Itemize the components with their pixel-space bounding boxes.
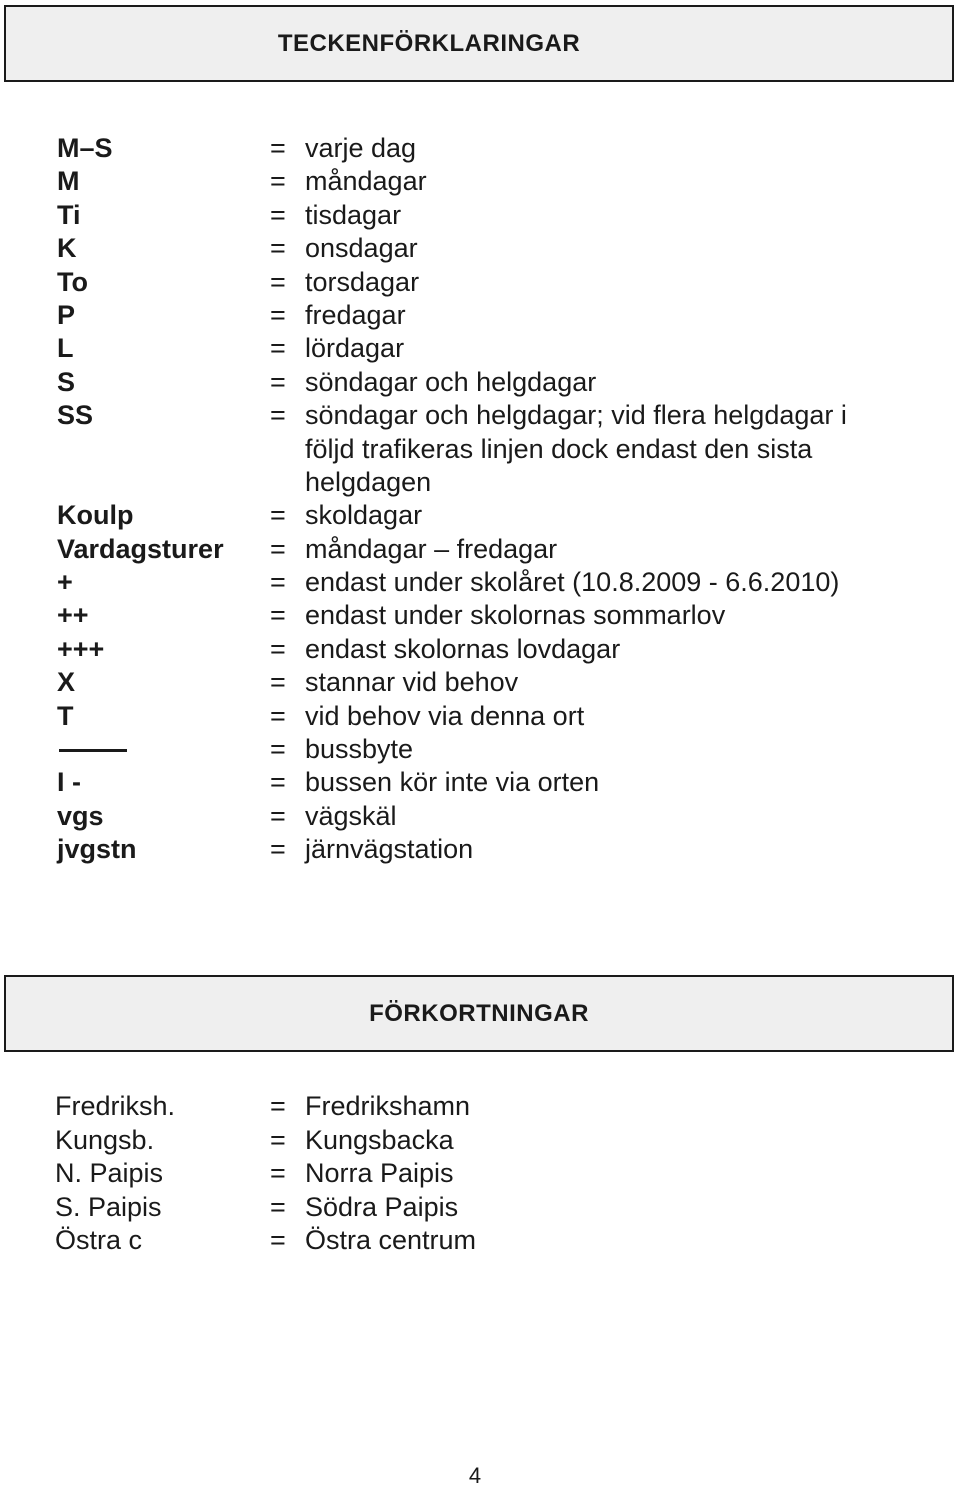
equals-sign: = xyxy=(270,1091,286,1121)
abbreviations-title: FÖRKORTNINGAR xyxy=(369,999,589,1027)
legend-row xyxy=(0,666,960,699)
equals-sign: = xyxy=(270,767,286,798)
equals-sign: = xyxy=(270,600,286,631)
row-value: Södra Paipis xyxy=(305,1191,459,1222)
row-key: N. Paipis xyxy=(55,1158,164,1188)
legend-row xyxy=(0,700,960,733)
row-value: skoldagar xyxy=(305,500,423,531)
row-key: K xyxy=(57,233,77,264)
legend-row xyxy=(0,199,960,232)
legend-row xyxy=(0,165,960,198)
row-value: vid behov via denna ort xyxy=(305,700,585,731)
row-value: endast under skolornas sommarlov xyxy=(305,600,726,631)
legend-row xyxy=(0,766,960,799)
row-key: ++ xyxy=(57,600,89,631)
row-key: M xyxy=(57,166,80,197)
row-value: söndagar och helgdagar xyxy=(305,366,597,397)
row-value: torsdagar xyxy=(305,266,420,297)
legend-row xyxy=(0,399,960,432)
row-key: Fredriksh. xyxy=(55,1091,176,1121)
equals-sign: = xyxy=(270,299,286,330)
legend-row xyxy=(0,266,960,299)
legend-row xyxy=(0,466,960,499)
legend-row xyxy=(0,332,960,365)
equals-sign: = xyxy=(270,633,286,664)
equals-sign: = xyxy=(270,734,286,765)
row-value: endast under skolåret (10.8.2009 - 6.6.2010) xyxy=(305,567,840,598)
row-value: Norra Paipis xyxy=(305,1158,454,1188)
legend-row xyxy=(0,566,960,599)
row-value: onsdagar xyxy=(305,233,418,264)
row-value: Fredrikshamn xyxy=(305,1091,471,1121)
row-value: varje dag xyxy=(305,133,417,163)
abbreviations-list xyxy=(0,1090,960,1258)
legend-row xyxy=(0,132,960,165)
row-value: följd trafikeras linjen dock endast den sista xyxy=(305,433,813,464)
row-key: Vardagsturer xyxy=(57,533,224,564)
row-value: vägskäl xyxy=(305,800,397,831)
row-value: måndagar xyxy=(305,166,427,197)
legend-row xyxy=(0,599,960,632)
equals-sign: = xyxy=(270,166,286,197)
row-value: söndagar och helgdagar; vid flera helgdagar i xyxy=(305,400,847,431)
legend-row xyxy=(0,533,960,566)
equals-sign: = xyxy=(270,567,286,598)
legend-row xyxy=(0,733,960,766)
equals-sign: = xyxy=(270,533,286,564)
row-value: bussen kör inte via orten xyxy=(305,767,600,798)
row-key: Ti xyxy=(57,199,81,230)
row-value: bussbyte xyxy=(305,734,414,765)
row-key: X xyxy=(57,667,76,698)
legend-row xyxy=(0,433,960,466)
legend-heading-box xyxy=(4,5,954,82)
row-value: lördagar xyxy=(305,333,405,364)
equals-sign: = xyxy=(270,834,286,865)
row-key: Koulp xyxy=(57,500,134,531)
row-value: måndagar – fredagar xyxy=(305,533,558,564)
equals-sign: = xyxy=(270,266,286,297)
equals-sign: = xyxy=(270,700,286,731)
abbreviation-row xyxy=(0,1124,960,1158)
row-key: T xyxy=(57,700,74,731)
row-key: S. Paipis xyxy=(55,1191,162,1222)
legend-row xyxy=(0,800,960,833)
row-value: tisdagar xyxy=(305,199,402,230)
equals-sign: = xyxy=(270,1225,286,1255)
legend-row xyxy=(0,833,960,866)
equals-sign: = xyxy=(270,233,286,264)
row-key: Kungsb. xyxy=(55,1124,155,1155)
row-key: I - xyxy=(57,767,81,798)
row-key: Östra c xyxy=(55,1225,143,1255)
line-symbol xyxy=(59,749,127,752)
equals-sign: = xyxy=(270,333,286,364)
equals-sign: = xyxy=(270,500,286,531)
row-value: Kungsbacka xyxy=(305,1124,454,1155)
equals-sign: = xyxy=(270,400,286,431)
equals-sign: = xyxy=(270,133,286,163)
equals-sign: = xyxy=(270,199,286,230)
equals-sign: = xyxy=(270,667,286,698)
abbreviation-row xyxy=(0,1157,960,1191)
equals-sign: = xyxy=(270,1191,286,1222)
page-number: 4 xyxy=(468,1463,482,1488)
row-key: + xyxy=(57,567,73,598)
row-value: stannar vid behov xyxy=(305,667,519,698)
equals-sign: = xyxy=(270,800,286,831)
bus-change-line-symbol xyxy=(57,733,127,766)
equals-sign: = xyxy=(270,1124,286,1155)
row-value: helgdagen xyxy=(305,466,432,497)
legend-list xyxy=(0,132,960,867)
row-key: P xyxy=(57,299,76,330)
row-key: +++ xyxy=(57,633,105,664)
legend-title: TECKENFÖRKLARINGAR xyxy=(277,29,581,57)
legend-row xyxy=(0,499,960,532)
legend-row xyxy=(0,299,960,332)
row-key: jvgstn xyxy=(57,834,137,865)
legend-row xyxy=(0,232,960,265)
abbreviation-row xyxy=(0,1191,960,1225)
row-key: SS xyxy=(57,400,94,431)
row-key: S xyxy=(57,366,76,397)
legend-row xyxy=(0,366,960,399)
row-key: L xyxy=(57,333,74,364)
row-key: M–S xyxy=(57,133,113,163)
equals-sign: = xyxy=(270,1158,286,1188)
abbreviations-heading-box xyxy=(4,975,954,1052)
row-key: vgs xyxy=(57,800,104,831)
abbreviation-row xyxy=(0,1224,960,1258)
row-key: To xyxy=(57,266,88,297)
row-value: fredagar xyxy=(305,299,406,330)
row-value: järnvägstation xyxy=(305,834,474,865)
legend-row xyxy=(0,633,960,666)
abbreviation-row xyxy=(0,1090,960,1124)
row-value: Östra centrum xyxy=(305,1225,477,1255)
equals-sign: = xyxy=(270,366,286,397)
row-value: endast skolornas lovdagar xyxy=(305,633,621,664)
